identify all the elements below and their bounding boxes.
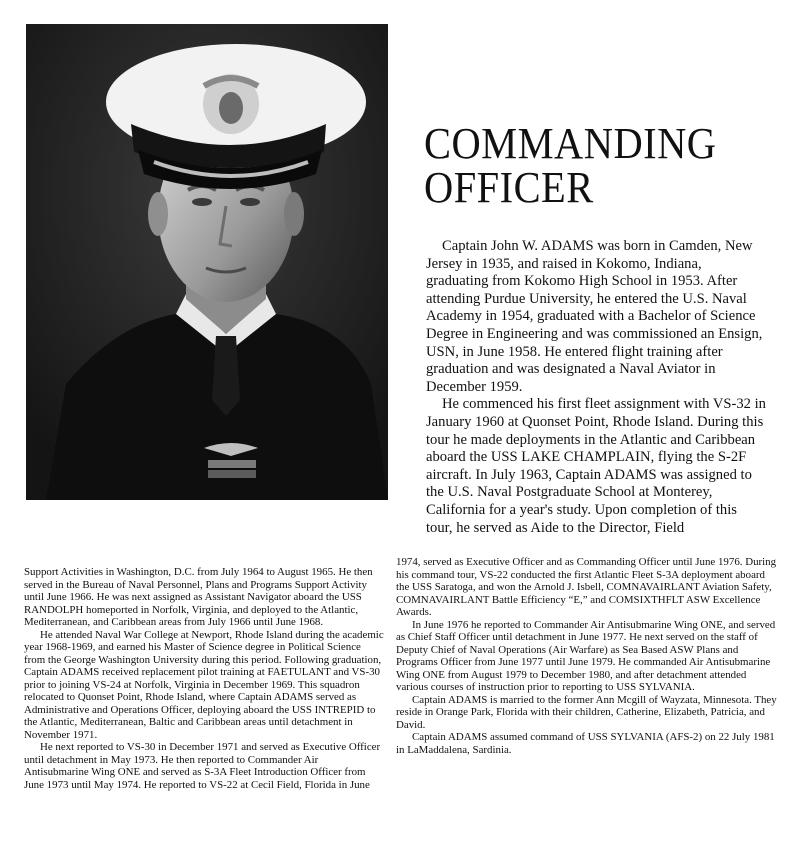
biography-column-left xyxy=(24,566,384,791)
column-paragraph: Captain ADAMS assumed command of USS SYLVANIA (AFS-2) on 22 July 1981 in LaMaddalena, Sardinia. xyxy=(396,731,775,756)
intro-text xyxy=(426,238,766,537)
title-line-2: OFFICER xyxy=(424,163,594,212)
officer-portrait xyxy=(26,24,388,500)
officer-portrait-icon xyxy=(26,24,388,500)
page-title xyxy=(424,119,755,212)
column-paragraph: He attended Naval War College at Newport, Rhode Island during the academic year 1968-1969, and earned his Master of Science degree in Political Science from the George Washington University during this period. Following graduation, Captain ADAMS received replacement pilot training at FAETULANT and VS-30 prior to joining VS-24 at Norfolk, Virginia in December 1969. This squadron relocated to Quonset Point, Rhode Island, where Captain ADAMS served as Administrative and Operations Officer, deploying aboard the USS INTREPID to the Atlantic, Mediterranean, Baltic and Caribbean areas until detachment in November 1971. xyxy=(24,628,384,741)
title-line-1: COMMANDING xyxy=(424,119,717,168)
column-paragraph: In June 1976 he reported to Commander Air Antisubmarine Wing ONE, and served as Chief Staff Officer until detachment in June 1977. He next served on the staff of Deputy Chief of Naval Operations (Air Warfare) as Sea Based ASW Plans and Programs Officer from June 1977 until June 1979. He commanded Air Antisubmarine Wing ONE from August 1979 to December 1980, and after detachment attended various courses of instruction prior to reporting to USS SYLVANIA. xyxy=(396,618,776,693)
intro-paragraph: He commenced his first fleet assignment with VS-32 in January 1960 at Quonset Point, Rhode Island. During this tour he made deployments in the Atlantic and Caribbean aboard the USS LAKE CHAMPLAIN, flying the S-2F aircraft. In July 1963, Captain ADAMS was assigned to the U.S. Naval Postgraduate School at Monterey, California for a year's study. Upon completion of this tour, he served as Aide to the Director, Field xyxy=(426,396,766,536)
column-paragraph: 1974, served as Executive Officer and as Commanding Officer until June 1976. During his command tour, VS-22 conducted the first Atlantic Fleet S-3A deployment aboard the USS Saratoga, and won the Arnold J. Isbell, COMNAVAIRLANT Aviation Safety, COMNAVAIRLANT Battle Efficiency “E,” and COMSIXTHFLT ASW Excellence Awards. xyxy=(396,556,777,618)
column-paragraph: Captain ADAMS is married to the former Ann Mcgill of Wayzata, Minnesota. They reside in Orange Park, Florida with their children, Catherine, Elizabeth, Patricia, and David. xyxy=(396,693,777,731)
biography-column-right xyxy=(396,556,780,756)
intro-paragraph: Captain John W. ADAMS was born in Camden, New Jersey in 1935, and raised in Kokomo, Indiana, graduating from Kokomo High School in 1953. After attending Purdue University, he entered the U.S. Naval Academy in 1954, graduated with a Bachelor of Science Degree in Engineering and was commissioned an Ensign, USN, in June 1958. He entered flight training after graduation and was designated a Naval Aviator in December 1959. xyxy=(426,238,763,395)
column-paragraph: Support Activities in Washington, D.C. from July 1964 to August 1965. He then served in the Bureau of Naval Personnel, Plans and Programs Support Activity until June 1966. He was next assigned as Assistant Navigator aboard the USS RANDOLPH homeported in Norfolk, Virginia, and deployed to the Atlantic, Mediterranean, and Caribbean areas from July 1966 until June 1968. xyxy=(24,566,373,628)
column-paragraph: He next reported to VS-30 in December 1971 and served as Executive Officer until detachment in May 1973. He then reported to Commander Air Antisubmarine Wing ONE and served as S-3A Fleet Introduction Officer from June 1973 until May 1974. He reported to VS-22 at Cecil Field, Florida in June xyxy=(24,741,381,791)
